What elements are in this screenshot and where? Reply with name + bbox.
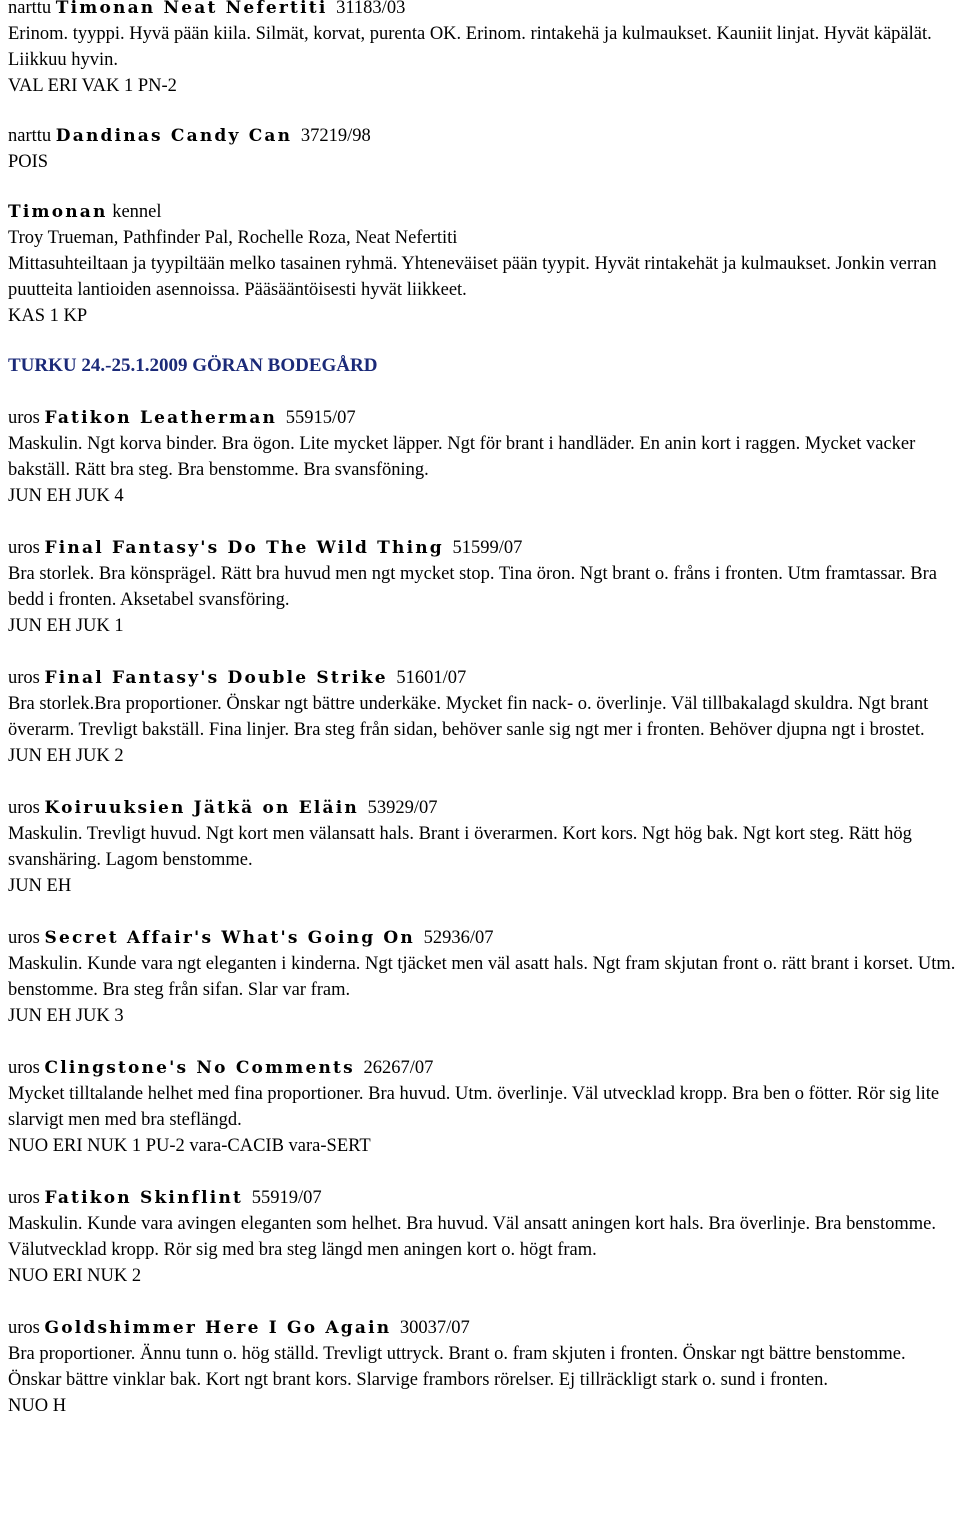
dog-name: Final Fantasy's Double Strike — [44, 668, 388, 688]
dog-critique: Maskulin. Ngt korva binder. Bra ögon. Lite mycket läpper. Ngt för brant i handläder. En anin kort i raggen. Mycket vacker bakställ. Rätt bra steg. Bra benstomme. Bra svansföning. — [8, 434, 916, 480]
dog-name: Goldshimmer Here I Go Again — [44, 1318, 392, 1338]
dog-registration: 26267/07 — [363, 1058, 434, 1078]
dog-entry — [8, 795, 958, 899]
dog-entry — [8, 665, 958, 769]
dog-name: Clingstone's No Comments — [44, 1058, 355, 1078]
dog-result: JUN EH JUK 1 — [8, 616, 124, 636]
dog-sex: narttu — [8, 0, 52, 18]
dog-sex: uros — [8, 798, 40, 818]
dog-entry-header — [8, 0, 958, 21]
dog-name: Secret Affair's What's Going On — [44, 928, 415, 948]
dog-entry — [8, 925, 958, 1029]
dog-result: JUN EH JUK 2 — [8, 746, 124, 766]
dog-sex: uros — [8, 1058, 40, 1078]
dog-result: POIS — [8, 152, 49, 172]
dog-entry-header — [8, 665, 958, 691]
dog-entry — [8, 1055, 958, 1159]
dog-registration: 53929/07 — [367, 798, 438, 818]
dog-critique: Erinom. tyyppi. Hyvä pään kiila. Silmät, korvat, purenta OK. Erinom. rintakehä ja kulmaukset. Kauniit linjat. Hyvät käpälät. Liikkuu hyvin. — [8, 24, 932, 70]
dog-entry — [8, 535, 958, 639]
dog-sex: uros — [8, 538, 40, 558]
dog-result: NUO H — [8, 1396, 67, 1416]
dog-critique: Maskulin. Kunde vara ngt eleganten i kinderna. Ngt tjäcket men väl asatt hals. Ngt fram skjutan front o. rätt brant i korset. Utm. benstomme. Bra steg från sifan. Slar var fram. — [8, 954, 956, 1000]
dog-name: Dandinas Candy Can — [55, 126, 293, 146]
dog-registration: 31183/03 — [336, 0, 406, 18]
dog-entry-header — [8, 535, 958, 561]
document-page — [8, 0, 958, 1419]
dog-sex: uros — [8, 408, 40, 428]
dog-entry-header — [8, 1185, 958, 1211]
dog-name: Koiruuksien Jätkä on Eläin — [44, 798, 359, 818]
kennel-label: kennel — [112, 202, 162, 222]
dog-entry-header — [8, 1315, 958, 1341]
dog-entry-header — [8, 123, 958, 149]
dog-name: Fatikon Leatherman — [44, 408, 278, 428]
dog-result: NUO ERI NUK 2 — [8, 1266, 142, 1286]
dog-critique: Maskulin. Trevligt huvud. Ngt kort men välansatt hals. Brant i överarmen. Kort kors. Ngt hög bak. Ngt kort steg. Rätt hög svanshäring. Lagom benstomme. — [8, 824, 912, 870]
dog-entry — [8, 1185, 958, 1289]
dog-result: JUN EH — [8, 876, 72, 896]
dog-result: JUN EH JUK 3 — [8, 1006, 124, 1026]
kennel-critique: Mittasuhteiltaan ja tyypiltään melko tasainen ryhmä. Yhteneväiset pään tyypit. Hyvät rintakehät ja kulmaukset. Jonkin verran puutteita lantioiden asennoissa. Pääsääntöisesti hyvät liikkeet. — [8, 254, 937, 300]
dog-sex: uros — [8, 1188, 40, 1208]
dog-registration: 55919/07 — [251, 1188, 322, 1208]
dog-registration: 37219/98 — [300, 126, 371, 146]
dog-entry-header — [8, 1055, 958, 1081]
dog-critique: Mycket tilltalande helhet med fina proportioner. Bra huvud. Utm. överlinje. Väl utvecklad kropp. Bra ben o fötter. Rör sig lite slarvigt men med bra steflängd. — [8, 1084, 940, 1130]
dog-registration: 52936/07 — [423, 928, 494, 948]
dog-critique: Bra proportioner. Ännu tunn o. hög ställd. Trevligt uttryck. Brant o. fram skjuten i fronten. Önskar ngt bättre benstomme. Önskar bättre vinklar bak. Kort ngt brant kors. Slarvige frambors rörelser. Ej tillräckligt stark o. sund i fronten. — [8, 1344, 906, 1390]
dog-critique: Maskulin. Kunde vara avingen eleganten som helhet. Bra huvud. Väl ansatt aningen kort hals. Bra överlinje. Bra benstomme. Välutvecklad kropp. Rör sig med bra steg längd men aningen kort o. högt fram. — [8, 1214, 937, 1260]
dog-result: VAL ERI VAK 1 PN-2 — [8, 76, 177, 96]
dog-sex: uros — [8, 928, 40, 948]
dog-name: Timonan Neat Nefertiti — [55, 0, 328, 18]
dog-entry-header — [8, 795, 958, 821]
kennel-dogs: Troy Trueman, Pathfinder Pal, Rochelle Roza, Neat Nefertiti — [8, 228, 458, 248]
kennel-name: Timonan — [8, 202, 108, 222]
dog-registration: 30037/07 — [399, 1318, 470, 1338]
dog-result: JUN EH JUK 4 — [8, 486, 124, 506]
kennel-header — [8, 199, 958, 225]
dog-critique: Bra storlek. Bra könsprägel. Rätt bra huvud men ngt mycket stop. Tina öron. Ngt brant o. fråns i fronten. Utm framtassar. Bra bedd i fronten. Aksetabel svansföring. — [8, 564, 937, 610]
dog-registration: 55915/07 — [285, 408, 356, 428]
dog-entry — [8, 1315, 958, 1419]
dog-sex: uros — [8, 668, 40, 688]
dog-result: NUO ERI NUK 1 PU-2 vara-CACIB vara-SERT — [8, 1136, 371, 1156]
dog-name: Fatikon Skinflint — [44, 1188, 244, 1208]
dog-sex: uros — [8, 1318, 40, 1338]
entries-list — [8, 379, 958, 1419]
dog-critique: Bra storlek.Bra proportioner. Önskar ngt bättre underkäke. Mycket fin nack- o. överlinje. Väl tillbakalagd skuldra. Ngt brant överarm. Trevligt bakställ. Fina linjer. Bra steg från sidan, behöver sanle sig ngt mer i fronten. Behöver djupna ngt i brostet. — [8, 694, 929, 740]
kennel-result: KAS 1 KP — [8, 306, 88, 326]
dog-sex: narttu — [8, 126, 52, 146]
dog-name: Final Fantasy's Do The Wild Thing — [44, 538, 444, 558]
show-heading: TURKU 24.-25.1.2009 GÖRAN BODEGÅRD — [8, 355, 378, 376]
dog-registration: 51601/07 — [396, 668, 467, 688]
dog-entry — [8, 405, 958, 509]
dog-entry-header — [8, 925, 958, 951]
dog-registration: 51599/07 — [452, 538, 523, 558]
dog-entry-header — [8, 405, 958, 431]
